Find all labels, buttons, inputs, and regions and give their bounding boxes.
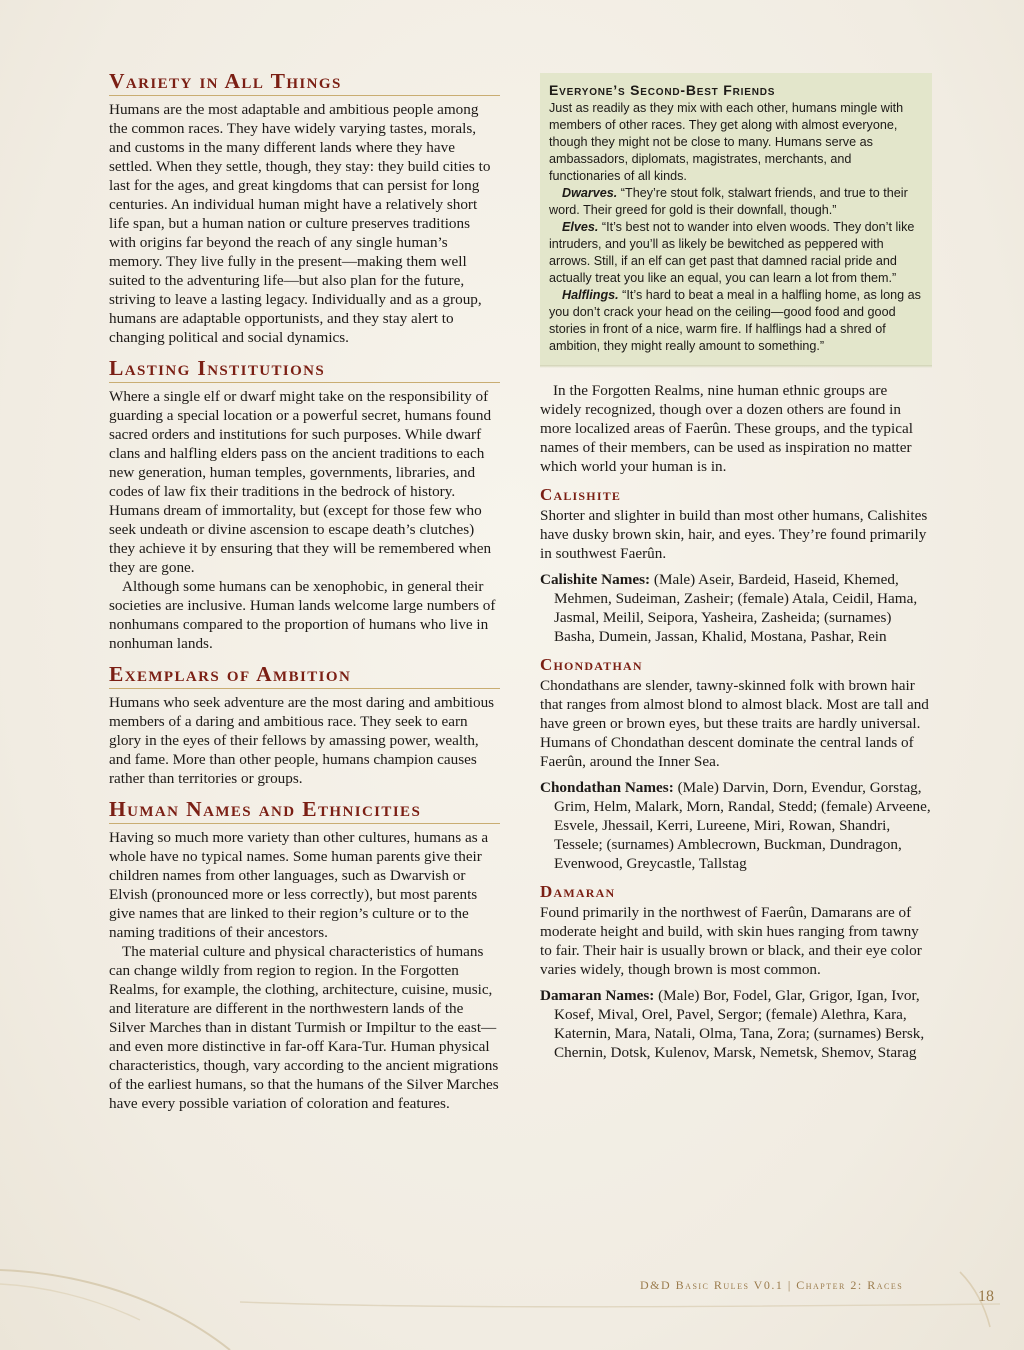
heading-lasting-institutions: Lasting Institutions bbox=[109, 355, 500, 383]
names-label: Calishite Names: bbox=[540, 571, 651, 588]
names-text: (Male) Bor, Fodel, Glar, Grigor, Igan, Ivor, Kosef, Mival, Orel, Pavel, Sergor; (female) Alethra, Kara, Katernin, Mara, Natali, Olma, Tana, Zora; (surnames) Bersk, Chernin, Dotsk, Kulenov, Marsk, Nemetsk, Shemov, Starag bbox=[554, 987, 925, 1061]
section-damaran bbox=[540, 881, 932, 1062]
left-column bbox=[109, 68, 500, 1121]
section-calishite bbox=[540, 484, 932, 646]
paragraph: The material culture and physical characteristics of humans can change wildly from region to region. In the Forgotten Realms, for example, the clothing, architecture, cuisine, music, and literature are different in the northwestern lands of the Silver Marches than in distant Turmish or Impiltur to the east—and even more distinctive in far-off Kara-Tur. Human physical characteristics, though, vary according to the ancient migrations of the earliest humans, so that the humans of the Silver Marches have every possible variation of coloration and features. bbox=[109, 943, 499, 1112]
sidebar-paragraph bbox=[549, 287, 922, 355]
section-chondathan bbox=[540, 654, 932, 873]
label-elves: Elves. bbox=[562, 220, 599, 234]
text-halflings: “It’s hard to beat a meal in a halfling home, as long as you don’t crack your head on the ceiling—good food and good stories in front of a nice, warm fire. If halflings had a shred of ambition, they might really amount to something.” bbox=[549, 288, 921, 353]
section-variety bbox=[109, 68, 500, 347]
sidebar-paragraph: Just as readily as they mix with each other, humans mingle with members of other races. They get along with almost everyone, though they might not be close to many. Humans serve as ambassadors, diplomats, magistrates, merchants, and functionaries of all kinds. bbox=[549, 101, 904, 183]
sidebar-title: Everyone’s Second-Best Friends bbox=[549, 82, 776, 98]
paragraph: In the Forgotten Realms, nine human ethnic groups are widely recognized, though over a dozen others are found in more localized areas of Faerûn. These groups, and the typical names of their members, can be used as inspiration no matter which world your human is in. bbox=[540, 382, 913, 475]
names-list bbox=[540, 778, 932, 873]
heading-human-names: Human Names and Ethnicities bbox=[109, 796, 500, 824]
sidebar-paragraph bbox=[549, 185, 922, 219]
heading-calishite: Calishite bbox=[540, 485, 622, 504]
names-text: (Male) Aseir, Bardeid, Haseid, Khemed, Mehmen, Sudeiman, Zasheir; (female) Atala, Ceidil, Hama, Jasmal, Meilil, Seipora, Yasheira, Zasheida; (surnames) Basha, Dumein, Jassan, Khalid, Mostana, Pashar, Rein bbox=[554, 571, 918, 645]
paragraph: Humans are the most adaptable and ambitious people among the common races. They have widely varying tastes, morals, and customs in the many different lands where they have settled. When they settle, though, they stay: they build cities to last for the ages, and great kingdoms that can persist for long centuries. An individual human might have a relatively short life span, but a human nation or culture preserves traditions with origins far beyond the reach of any single human’s memory. They live fully in the present—making them well suited to the adventuring life—but also plan for the future, striving to leave a lasting legacy. Individually and as a group, humans are adaptable opportunists, and they stay alert to changing political and social dynamics. bbox=[109, 101, 491, 346]
sidebar-paragraph bbox=[549, 219, 922, 287]
text-dwarves: “They’re stout folk, stalwart friends, and true to their word. Their greed for gold is their downfall, though.” bbox=[549, 186, 908, 217]
sidebar-box bbox=[540, 73, 932, 365]
heading-chondathan: Chondathan bbox=[540, 655, 643, 674]
paragraph: Humans who seek adventure are the most daring and ambitious members of a daring and ambitious race. They seek to earn glory in the eyes of their fellows by amassing power, wealth, and fame. More than other people, humans champion causes rather than territories or groups. bbox=[109, 694, 495, 787]
names-label: Chondathan Names: bbox=[540, 779, 674, 796]
paragraph: Having so much more variety than other cultures, humans as a whole have no typical names. Some human parents give their children names from other languages, such as Dwarvish or Elvish (pronounced more or less correctly), but most parents give names that are linked to their region’s culture or to the naming traditions of their ancestors. bbox=[109, 829, 489, 941]
paragraph: Although some humans can be xenophobic, in general their societies are inclusive. Human lands welcome large numbers of nonhumans compared to the proportion of humans who live in nonhuman lands. bbox=[109, 578, 496, 652]
footer-text: D&D Basic Rules V0.1 | Chapter 2: Races bbox=[640, 1278, 904, 1292]
paragraph: Shorter and slighter in build than most other humans, Calishites have dusky brown skin, hair, and eyes. They’re found primarily in southwest Faerûn. bbox=[540, 507, 928, 562]
right-column bbox=[540, 73, 932, 1062]
names-label: Damaran Names: bbox=[540, 987, 655, 1004]
heading-exemplars: Exemplars of Ambition bbox=[109, 661, 500, 689]
section-lasting bbox=[109, 355, 500, 653]
names-text: (Male) Darvin, Dorn, Evendur, Gorstag, Grim, Helm, Malark, Morn, Randal, Stedd; (female) Arveene, Esvele, Jhessail, Kerri, Lureene, Miri, Rowan, Shandri, Tessele; (surnames) Amblecrown, Buckman, Dundragon, Evenwood, Greycastle, Tallstag bbox=[554, 779, 931, 872]
page-number: 18 bbox=[978, 1288, 994, 1305]
section-names bbox=[109, 796, 500, 1113]
names-list bbox=[540, 986, 932, 1062]
label-halflings: Halflings. bbox=[562, 288, 619, 302]
label-dwarves: Dwarves. bbox=[562, 186, 618, 200]
names-list bbox=[540, 570, 932, 646]
heading-variety: Variety in All Things bbox=[109, 68, 500, 96]
paragraph: Where a single elf or dwarf might take on the responsibility of guarding a special location or a powerful secret, humans found sacred orders and institutions for such purposes. While dwarf clans and halfling elders pass on the ancient traditions to each new generation, human temples, governments, libraries, and codes of law fix their traditions in the bedrock of history. Humans dream of immortality, but (except for those few who seek undeath or divine ascension to escape death’s clutches) they achieve it by ensuring that they will be remembered when they are gone. bbox=[109, 388, 492, 576]
paragraph: Found primarily in the northwest of Faerûn, Damarans are of moderate height and build, with skin hues ranging from tawny to fair. Their hair is usually brown or black, and their eye color varies widely, though brown is most common. bbox=[540, 904, 922, 978]
paragraph: Chondathans are slender, tawny-skinned folk with brown hair that ranges from almost blond to almost black. Most are tall and have green or brown eyes, but these traits are hardly universal. Humans of Chondathan descent dominate the central lands of Faerûn, around the Inner Sea. bbox=[540, 677, 929, 770]
text-elves: “It’s best not to wander into elven woods. They don’t like intruders, and you’ll as likely be bewitched as peppered with arrows. Still, if an elf can get past that damned racial pride and actually treat you like an equal, you can learn a lot from them.” bbox=[549, 220, 915, 285]
section-exemplars bbox=[109, 661, 500, 788]
heading-damaran: Damaran bbox=[540, 882, 616, 901]
